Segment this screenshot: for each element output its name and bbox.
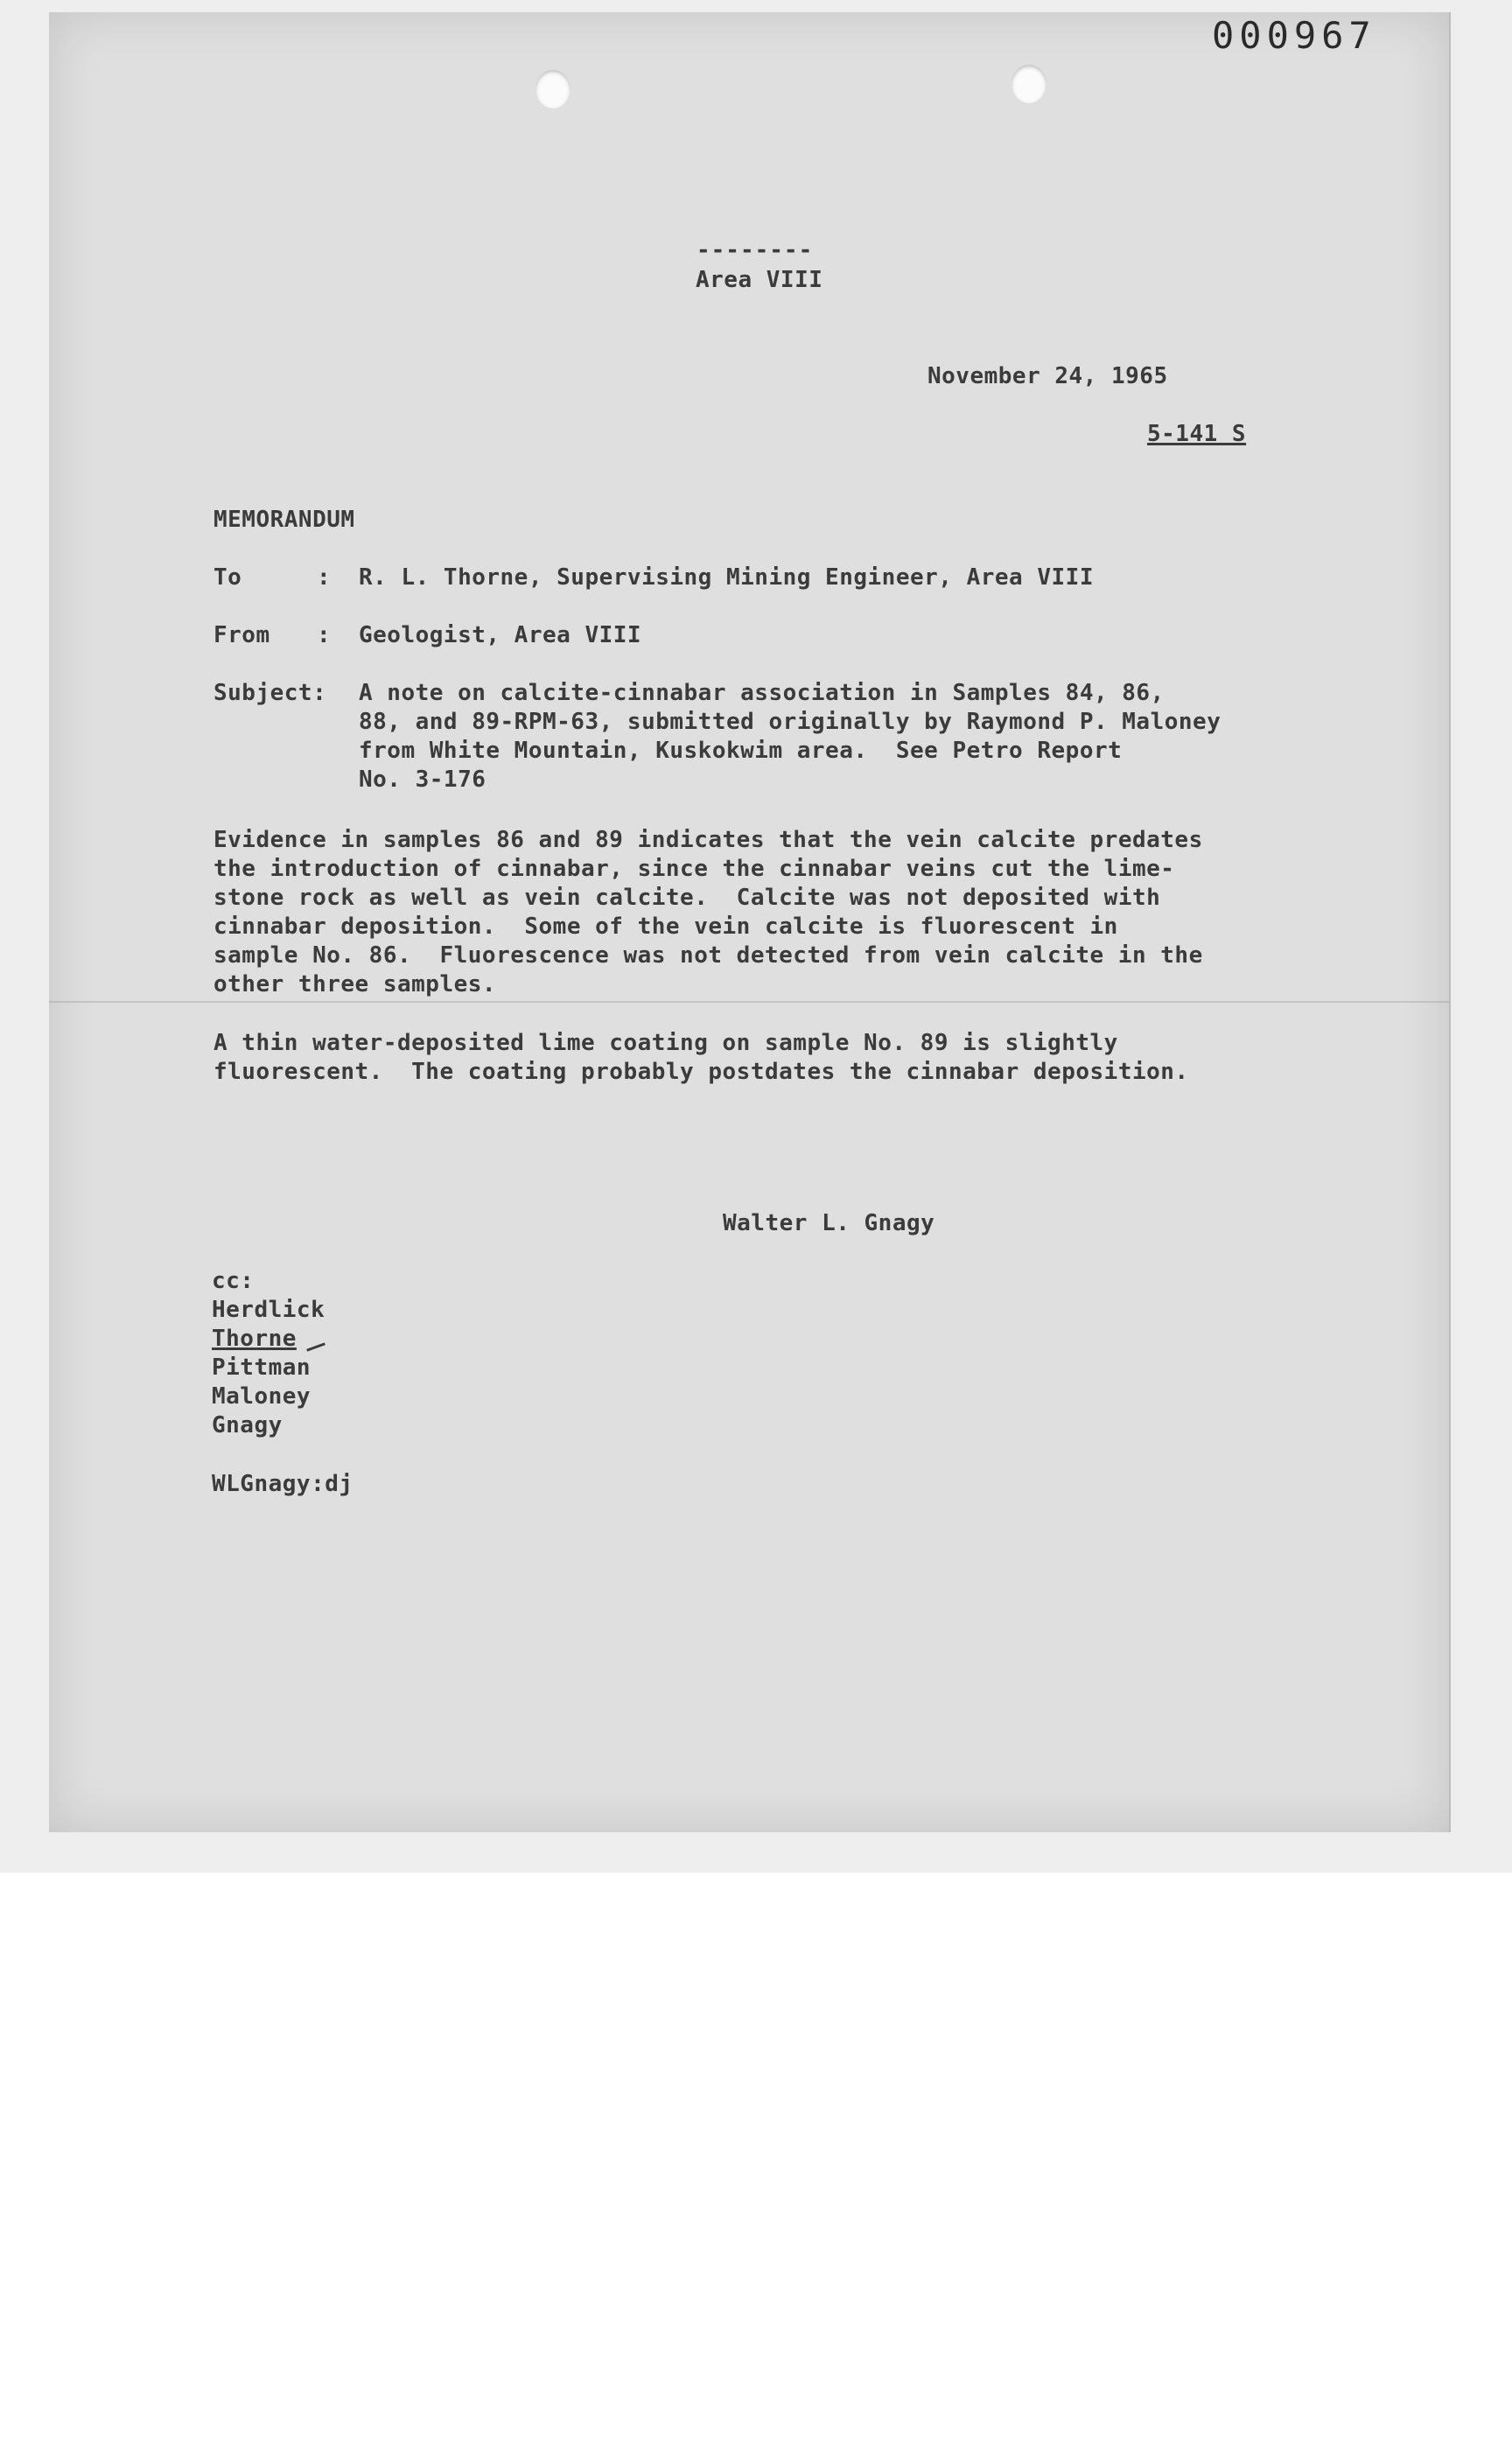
subject-line: 88, and 89-RPM-63, submitted originally by Raymond P. Maloney xyxy=(359,709,1222,735)
cc-entry: Herdlick xyxy=(212,1297,326,1323)
cc-entry: Pittman xyxy=(212,1354,312,1381)
from-colon: : xyxy=(317,622,332,648)
cc-label: cc: xyxy=(212,1268,255,1294)
from-label: From xyxy=(214,622,270,648)
paragraph-line: other three samples. xyxy=(214,971,497,998)
paragraph-line: fluorescent. The coating probably postdates the cinnabar deposition. xyxy=(214,1059,1189,1085)
classification-line: -------- xyxy=(696,237,814,263)
paragraph-line: A thin water-deposited lime coating on sample No. 89 is slightly xyxy=(214,1030,1118,1056)
cc-entry: Thorne xyxy=(212,1326,297,1352)
cc-entry: Gnagy xyxy=(212,1412,283,1438)
to-colon: : xyxy=(317,564,332,591)
paragraph-line: stone rock as well as vein calcite. Calcite was not deposited with xyxy=(214,885,1161,911)
paragraph-line: sample No. 86. Fluorescence was not detected from vein calcite in the xyxy=(214,942,1203,969)
paragraph-line: the introduction of cinnabar, since the cinnabar veins cut the lime- xyxy=(214,856,1175,882)
paragraph-line: Evidence in samples 86 and 89 indicates that the vein calcite predates xyxy=(214,827,1203,853)
typist-initials: WLGnagy:dj xyxy=(212,1471,354,1497)
to-row xyxy=(214,564,242,592)
area-header: Area VIII xyxy=(696,267,823,293)
reference-number: 5-141 S xyxy=(1147,421,1247,447)
subject-line: No. 3-176 xyxy=(359,766,486,793)
subject-label: Subject: xyxy=(214,680,327,706)
to-label: To xyxy=(214,564,242,591)
signature-name: Walter L. Gnagy xyxy=(723,1210,935,1236)
fold-line xyxy=(49,1001,1449,1003)
subject-line: A note on calcite-cinnabar association in Samples 84, 86, xyxy=(359,680,1165,706)
memo-date: November 24, 1965 xyxy=(928,363,1168,389)
punch-hole xyxy=(536,70,570,108)
to-value: R. L. Thorne, Supervising Mining Engineer, Area VIII xyxy=(359,564,1094,591)
cc-entry: Maloney xyxy=(212,1383,312,1410)
memo-title: MEMORANDUM xyxy=(214,507,355,533)
from-value: Geologist, Area VIII xyxy=(359,622,642,648)
subject-line: from White Mountain, Kuskokwim area. See Petro Report xyxy=(359,738,1123,764)
document-number-stamp: 000967 xyxy=(1212,14,1376,57)
punch-hole xyxy=(1012,65,1046,103)
paragraph-line: cinnabar deposition. Some of the vein calcite is fluorescent in xyxy=(214,914,1118,940)
